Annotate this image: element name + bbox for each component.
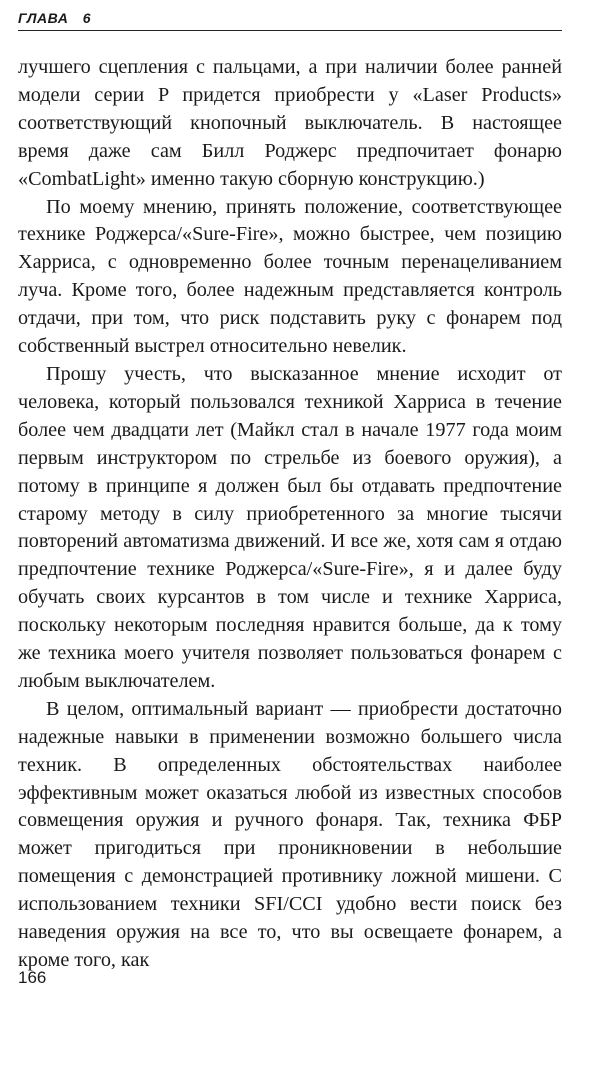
running-header <box>18 8 562 31</box>
paragraph: В целом, оптимальный вариант — приобрести достаточно надежные навыки в применении возможно большего числа техник. В определенных обстоятельствах наиболее эффективным может оказаться любой из известных способов совмещения оружия и ручного фонаря. Так, техника ФБР может пригодиться при проникновении в небольшие помещения с демонстрацией противнику ложной мишени. С использованием техники SFI/CCI удобно вести поиск без наведения оружия на все то, что вы освещаете фонарем, а кроме того, как <box>18 697 562 971</box>
chapter-label: ГЛАВА <box>18 10 69 26</box>
paragraph-continued: лучшего сцепления с пальцами, а при наличии более ранней модели серии P придется приобрести у «Laser Products» соответствующий кнопочный выключатель. В настоящее время даже сам Билл Роджерс предпочитает фонарю «CombatLight» именно такую сборную конструкцию.) <box>18 56 562 190</box>
paragraph: По моему мнению, принять положение, соответствующее технике Роджерса/«Sure-Fire», можно быстрее, чем позицию Харриса, с одновременно более точным перенацеливанием луча. Кроме того, более надежным представляется контроль отдачи, при том, что риск подставить руку с фонарем под собственный выстрел относительно невелик. <box>18 195 562 358</box>
chapter-number: 6 <box>82 10 92 26</box>
paragraph: Прошу учесть, что высказанное мнение исходит от человека, который пользовался техникой Харриса в течение более чем двадцати лет (Майкл стал в начале 1977 года моим первым инструктором по стрельбе из боевого оружия), а потому в принципе я должен был бы отдавать предпочтение старому методу в силу приобретенного за многие тысячи повторений автоматизма движений. И все же, хотя сам я отдаю предпочтение технике Роджерса/«Sure-Fire», я и далее буду обучать своих курсантов в том числе и технике Харриса, поскольку некоторым последняя нравится больше, да к тому же техника моего учителя позволяет пользоваться фонарем с любым выключателем. <box>18 362 562 692</box>
body-text <box>18 54 562 975</box>
page-number: 166 <box>18 968 47 987</box>
